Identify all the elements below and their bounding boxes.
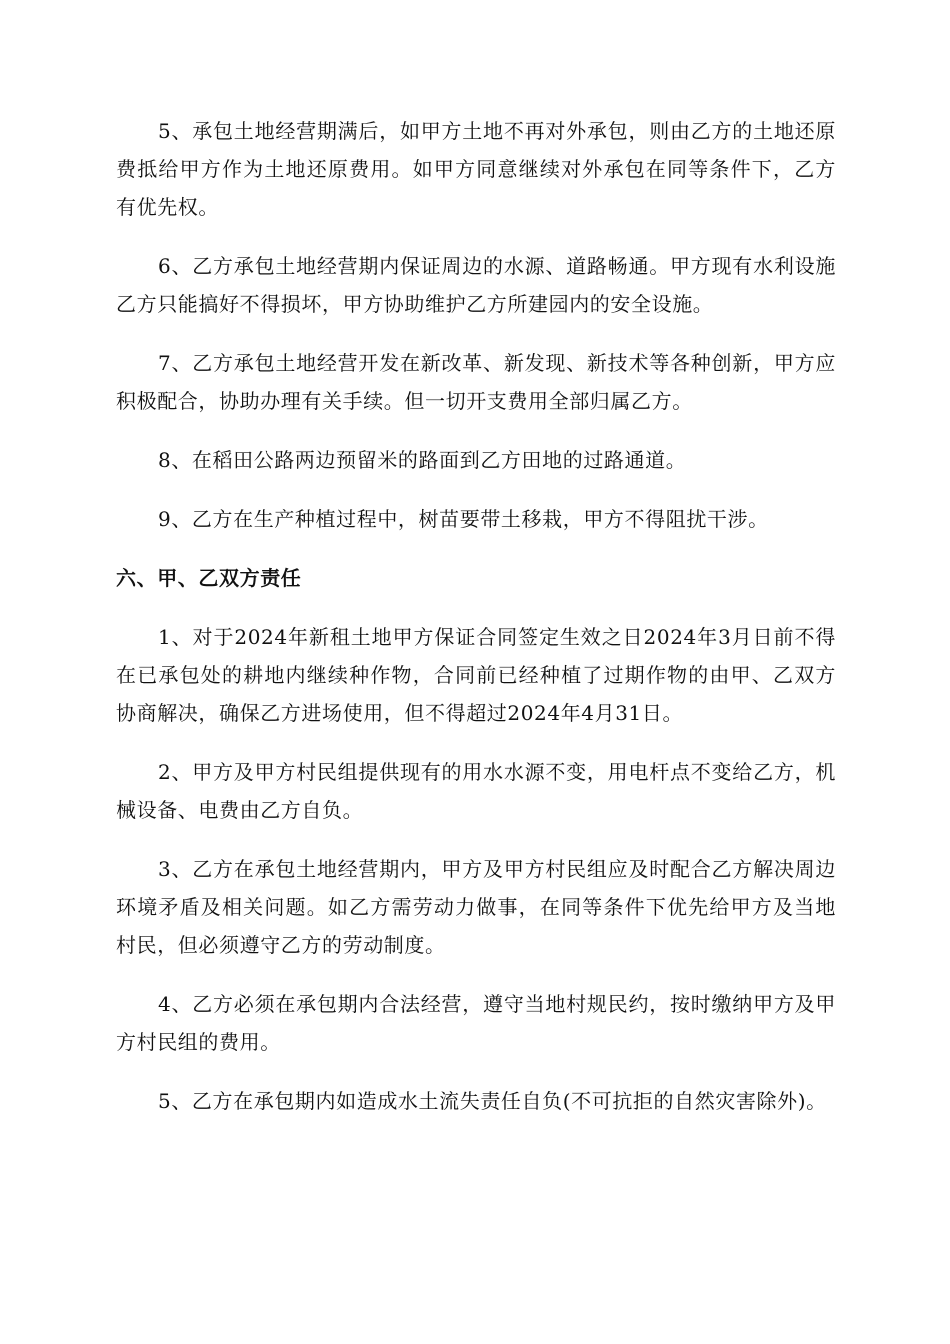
responsibility-4: 4、乙方必须在承包期内合法经营，遵守当地村规民约，按时缴纳甲方及甲方村民组的费用。	[116, 992, 836, 1054]
clause-7-innovation: 7、乙方承包土地经营开发在新改革、新发现、新技术等各种创新，甲方应积极配合，协助办理有关手续。但一切开支费用全部归属乙方。	[116, 351, 836, 413]
responsibility-2: 2、甲方及甲方村民组提供现有的用水水源不变，用电杆点不变给乙方，机械设备、电费由乙方自负。	[116, 760, 836, 822]
clause-9-planting: 9、乙方在生产种植过程中，树苗要带土移栽，甲方不得阻扰干涉。	[158, 507, 769, 531]
clause-5-land-reversion: 5、承包土地经营期满后，如甲方土地不再对外承包，则由乙方的土地还原费抵给甲方作为土地还原费用。如甲方同意继续对外承包在同等条件下，乙方有优先权。	[116, 119, 836, 219]
section-heading-responsibilities: 六、甲、乙双方责任	[116, 566, 302, 590]
responsibility-1: 1、对于2024年新租土地甲方保证合同签定生效之日2024年3月日前不得在已承包处的耕地内继续种作物，合同前已经种植了过期作物的由甲、乙双方协商解决，确保乙方进场使用，但不得超过2024年4月31日。	[116, 625, 836, 725]
clause-8-passage: 8、在稻田公路两边预留米的路面到乙方田地的过路通道。	[158, 448, 687, 472]
clause-6-water-roads: 6、乙方承包土地经营期内保证周边的水源、道路畅通。甲方现有水利设施乙方只能搞好不得损坏，甲方协助维护乙方所建园内的安全设施。	[116, 254, 836, 316]
document-body	[116, 112, 836, 1141]
responsibility-5: 5、乙方在承包期内如造成水土流失责任自负(不可抗拒的自然灾害除外)。	[158, 1089, 827, 1113]
responsibility-3: 3、乙方在承包土地经营期内，甲方及甲方村民组应及时配合乙方解决周边环境矛盾及相关问题。如乙方需劳动力做事，在同等条件下优先给甲方及当地村民，但必须遵守乙方的劳动制度。	[116, 857, 836, 957]
